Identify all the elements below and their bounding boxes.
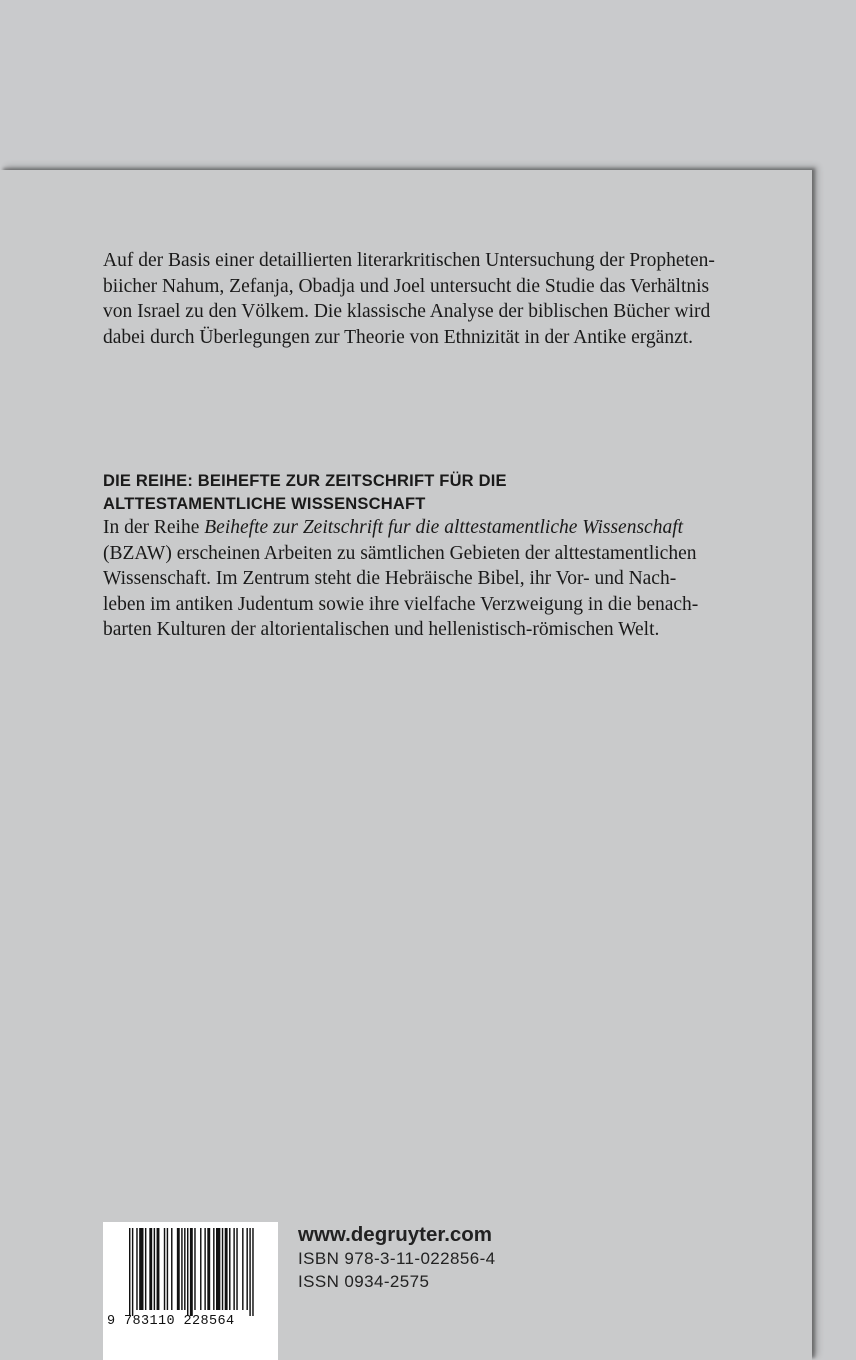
barcode-bar (139, 1228, 143, 1310)
barcode-bar (207, 1228, 210, 1310)
barcode-bar (222, 1228, 223, 1310)
blurb-line: von Israel zu den Völkem. Die klassische Analyse der biblischen Bücher wird (103, 301, 711, 322)
series-intro-text: In der Reihe (103, 517, 205, 538)
barcode-bar (171, 1228, 172, 1310)
issn-text: ISSN 0934-2575 (298, 1271, 430, 1291)
series-heading-line: DIE REIHE: BEIHEFTE ZUR ZEITSCHRIFT FÜR DIE (103, 472, 507, 490)
barcode-bar (187, 1228, 188, 1316)
publisher-info (298, 1222, 496, 1293)
barcode-bar (233, 1228, 234, 1310)
barcode-bar (200, 1228, 201, 1310)
barcode-bar (132, 1228, 133, 1316)
publisher-url[interactable]: www.degruyter.com (298, 1223, 493, 1246)
barcode-bar (149, 1228, 152, 1310)
book-blurb (103, 248, 743, 350)
barcode-bar (194, 1228, 195, 1310)
barcode-bar (164, 1228, 165, 1310)
series-title-italic: Beihefte zur Zeitschrift fur die alttestamentliche Wissenschaft (204, 517, 684, 538)
barcode-bar (246, 1228, 247, 1310)
barcode-digits: 9 783110 228564 (107, 1314, 235, 1329)
barcode-bar (136, 1228, 137, 1310)
barcode-bar (213, 1228, 214, 1310)
barcode-bar (145, 1228, 146, 1310)
series-description (103, 515, 743, 643)
series-heading-line: ALTTESTAMENTLICHE WISSENSCHAFT (103, 495, 426, 513)
series-heading (103, 470, 743, 516)
series-line: barten Kulturen der altorientalischen und hellenistisch-römischen Welt. (103, 619, 660, 640)
isbn-barcode (103, 1222, 278, 1360)
barcode-bar (154, 1228, 155, 1310)
barcode-bar (229, 1228, 230, 1310)
barcode-bar (177, 1228, 180, 1310)
barcode-bar (236, 1228, 237, 1310)
barcode-bar (181, 1228, 182, 1310)
barcode-bars (103, 1222, 278, 1360)
barcode-bar (242, 1228, 243, 1310)
barcode-bar (249, 1228, 250, 1316)
barcode-bar (216, 1228, 220, 1310)
barcode-bar (157, 1228, 160, 1310)
barcode-bar (204, 1228, 205, 1310)
barcode-bar (190, 1228, 193, 1316)
series-line (103, 515, 743, 541)
series-line: Wissenschaft. Im Zentrum steht die Hebräische Bibel, ihr Vor- und Nach- (103, 568, 677, 589)
barcode-bar (129, 1228, 130, 1316)
series-line: leben im antiken Judentum sowie ihre vielfache Verzweigung in die benach- (103, 593, 699, 615)
barcode-bar (252, 1228, 253, 1316)
isbn-text: ISBN 978-3-11-022856-4 (298, 1249, 496, 1268)
blurb-line: dabei durch Überlegungen zur Theorie von Ethnizität in der Antike ergänzt. (103, 326, 694, 348)
barcode-bar (167, 1228, 168, 1310)
series-line: (BZAW) erscheinen Arbeiten zu sämtlichen Gebieten der alttestamentlichen (103, 542, 697, 564)
blurb-line: biicher Nahum, Zefanja, Obadja und Joel untersucht die Studie das Verhältnis (103, 275, 710, 297)
barcode-bar (184, 1228, 185, 1310)
barcode-bar (225, 1228, 228, 1310)
blurb-line: Auf der Basis einer detaillierten literarkritischen Untersuchung der Propheten- (103, 250, 715, 271)
